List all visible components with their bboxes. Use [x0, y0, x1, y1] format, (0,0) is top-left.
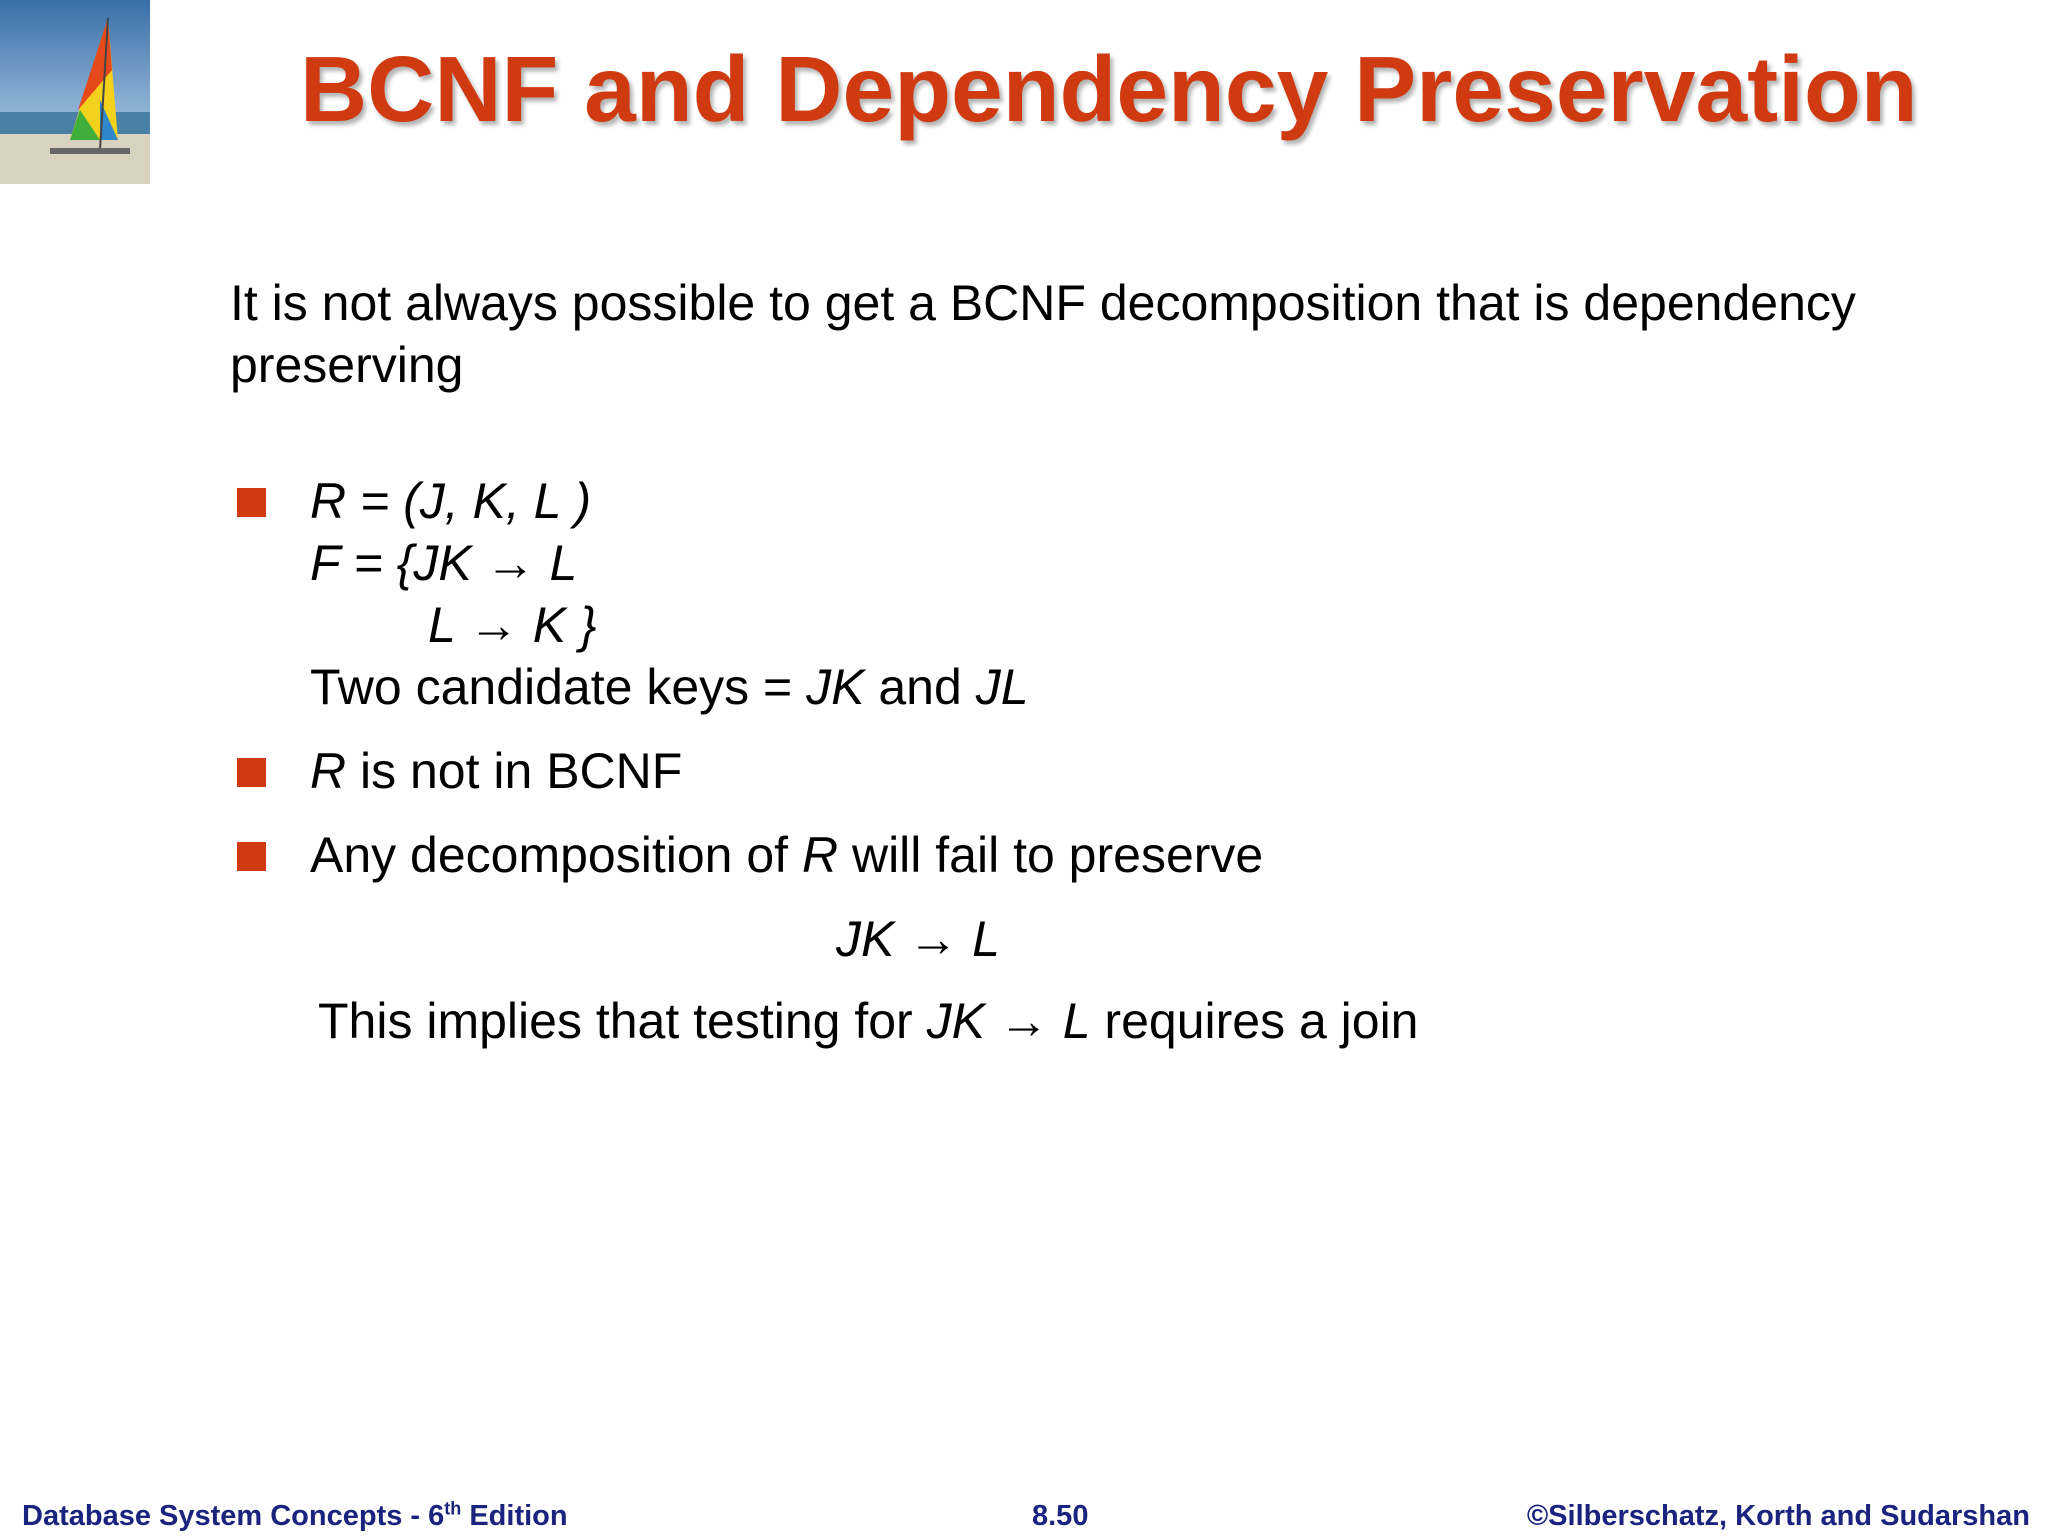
- conclusion-suffix: requires a join: [1090, 993, 1419, 1049]
- sailboat-logo: [0, 0, 150, 184]
- relation-schema: R = (J, K, L ): [310, 473, 592, 529]
- fd-set-line-1: [310, 532, 577, 594]
- footer-book-suffix: Edition: [461, 1500, 568, 1532]
- slide-title: BCNF and Dependency Preservation: [300, 37, 1918, 141]
- footer-book-prefix: Database System Concepts - 6: [22, 1500, 445, 1532]
- centered-fd: [836, 908, 1000, 970]
- decomposition-prefix: Any decomposition of: [310, 827, 802, 883]
- conclusion-fd: JK → L: [926, 993, 1091, 1049]
- relation-r: R: [310, 743, 347, 799]
- bullet-marker-3: [237, 842, 266, 871]
- not-bcnf-line: [310, 740, 682, 802]
- candidate-keys-line: [310, 656, 1029, 718]
- decomposition-rest: will fail to preserve: [838, 827, 1264, 883]
- bullet-marker-1: [237, 488, 266, 517]
- bullet-marker-2: [237, 758, 266, 787]
- footer-page-number: 8.50: [1032, 1500, 1089, 1532]
- footer-copyright: ©Silberschatz, Korth and Sudarshan: [1526, 1500, 2030, 1532]
- fd-set-second: L → K }: [428, 597, 597, 653]
- fd-set-line-2: [428, 594, 597, 656]
- relation-definition: [310, 470, 591, 532]
- relation-r-2: R: [801, 827, 839, 883]
- candidate-key-jl: JL: [975, 659, 1029, 715]
- intro-text: It is not always possible to get a BCNF decomposition that is dependency preserving: [230, 275, 1856, 393]
- decomposition-line: [310, 824, 1263, 886]
- conclusion-prefix: This implies that testing for: [318, 993, 927, 1049]
- candidate-keys-prefix: Two candidate keys =: [310, 659, 807, 715]
- not-bcnf-text: is not in BCNF: [346, 743, 683, 799]
- candidate-key-jk: JK: [806, 659, 865, 715]
- footer-book-title: [22, 1500, 568, 1533]
- candidate-keys-and: and: [864, 659, 976, 715]
- footer-book-sup: th: [444, 1498, 462, 1519]
- conclusion-line: [318, 990, 1419, 1052]
- centered-fd-text: JK → L: [836, 911, 1000, 967]
- fd-set-first: F = {JK → L: [310, 535, 578, 591]
